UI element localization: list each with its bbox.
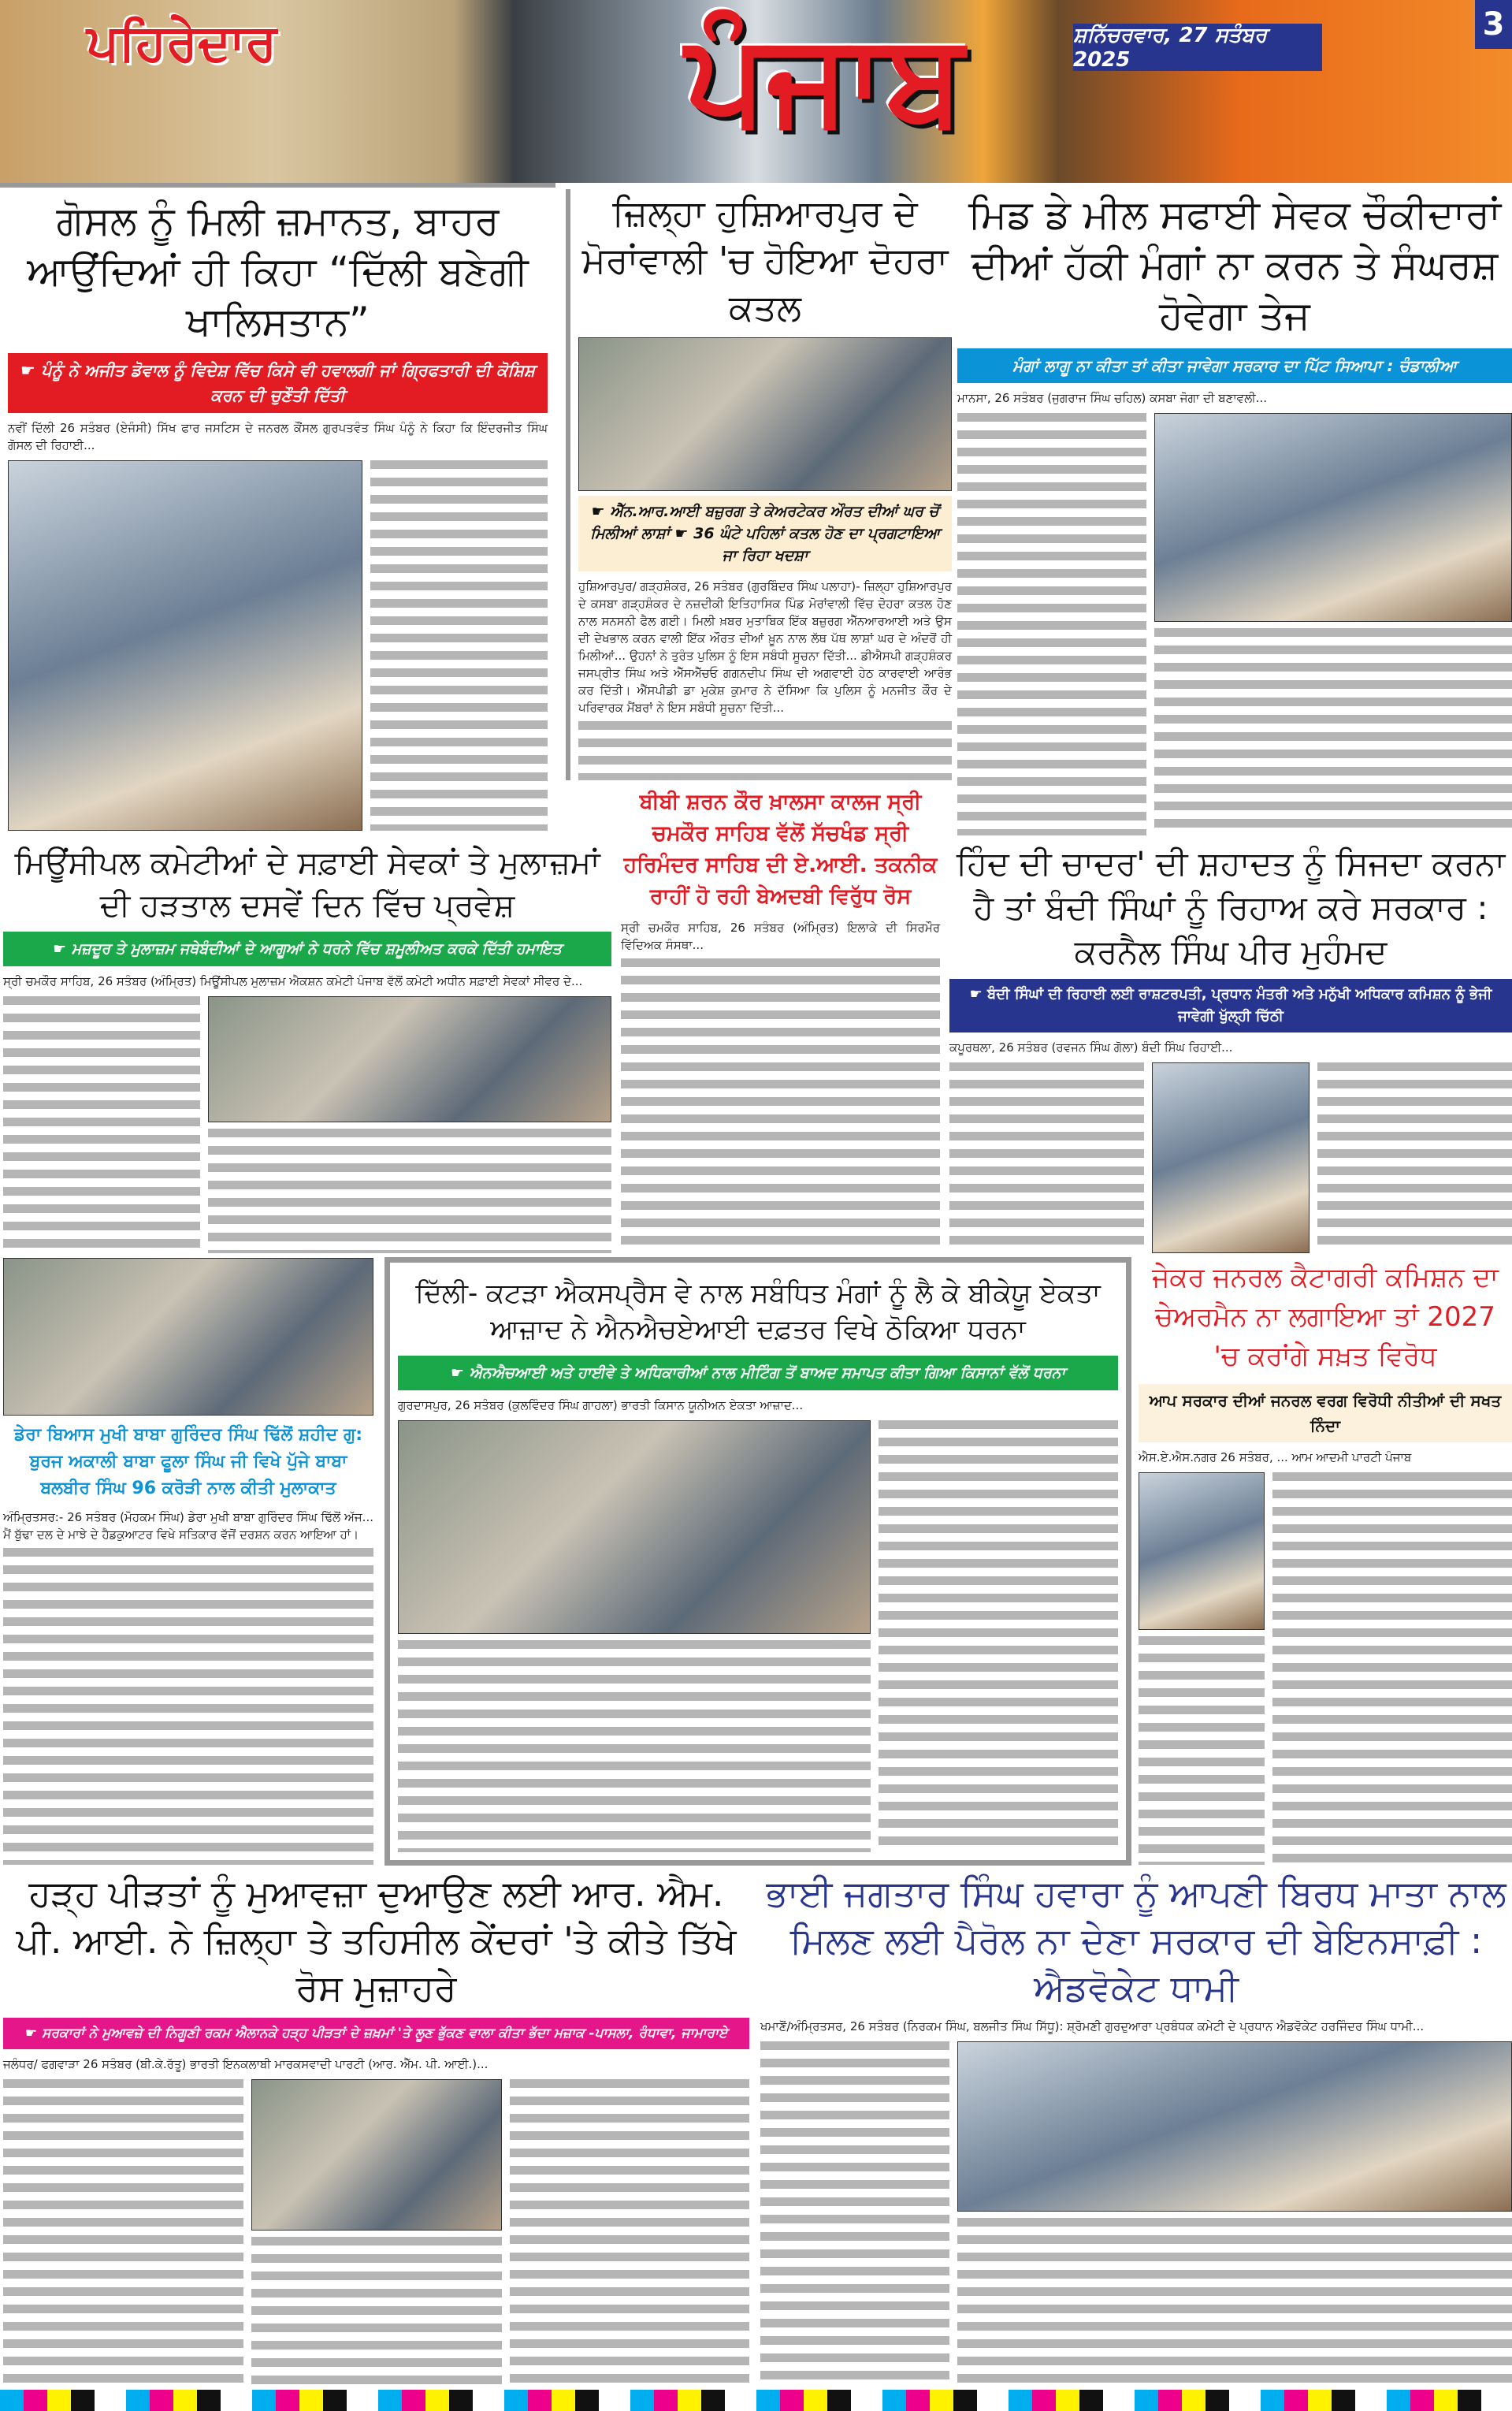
issue-date: ਸ਼ਨਿੱਚਰਵਾਰ, 27 ਸਤੰਬਰ 2025 [1073,24,1322,71]
story-hind-di-chadar [949,842,1512,1253]
headline: ਗੋਸਲ ਨੂੰ ਮਿਲੀ ਜ਼ਮਾਨਤ, ਬਾਹਰ ਆਉਂਦਿਆਂ ਹੀ ਕਿਹਾ “ਦਿੱਲੀ ਬਣੇਗੀ ਖਾਲਿਸਤਾਨ” [27,198,529,344]
photo [578,337,952,491]
photo [251,2079,502,2231]
body-text: ਅੰਮ੍ਰਿਤਸਰ:- 26 ਸਤੰਬਰ (ਮੋਹਕਮ ਸਿੰਘ) ਡੇਰਾ ਮੁਖੀ ਬਾਬਾ ਗੁਰਿੰਦਰ ਸਿੰਘ ਢਿੱਲੋਂ ਅੱਜ... ਮੈਂ ਬੁੱਢਾ ਦਲ ਦੇ ਮਾਝੇ ਦੇ ਹੈਡਕੁਆਟਰ ਵਿਖੇ ਸਤਿਕਾਰ ਵੱਜੋਂ ਦਰਸ਼ਨ ਕਰਨ ਆਇਆ ਹਾਂ। [3,1510,373,1542]
story-gosal-bail [0,183,555,835]
body-text: ਗੁਰਦਾਸਪੁਰ, 26 ਸਤੰਬਰ (ਕੁਲਵਿੰਦਰ ਸਿੰਘ ਗਾਹਲਾ) ਭਾਰਤੀ ਕਿਸਾਨ ਯੂਨੀਅਨ ਏਕਤਾ ਆਜ਼ਾਦ... [398,1398,804,1412]
story-khalsa-college-protest [621,787,940,1253]
body-text: ਮਾਨਸਾ, 26 ਸਤੰਬਰ (ਜੁਗਰਾਜ ਸਿੰਘ ਚਹਿਲ) ਕਸਬਾ ਜੋਗਾ ਦੀ ਬਣਾਵਲੀ... [957,391,1268,405]
subheadline: ☛ ਐਨਐਚਆਈ ਅਤੇ ਹਾਈਵੇ ਤੇ ਅਧਿਕਾਰੀਆਂ ਨਾਲ ਮੀਟਿੰਗ ਤੋਂ ਬਾਅਦ ਸਮਾਪਤ ਕੀਤਾ ਗਿਆ ਕਿਸਾਨਾਂ ਵੱਲੋਂ ਧਰਨਾ [398,1356,1118,1390]
headline: ਹੜ੍ਹ ਪੀੜਤਾਂ ਨੂੰ ਮੁਆਵਜ਼ਾ ਦੁਆਉਣ ਲਈ ਆਰ. ਐਮ. ਪੀ. ਆਈ. ਨੇ ਜ਼ਿਲ੍ਹਾ ਤੇ ਤਹਿਸੀਲ ਕੇਂਦਰਾਂ 'ਤੇ ਕੀਤੇ ਤਿੱਖੇ ਰੋਸ ਮੁਜ਼ਾਹਰੇ [16,1872,737,2009]
photo [398,1420,871,1634]
subheadline: ☛ ਐੱਨ.ਆਰ.ਆਈ ਬਜ਼ੁਰਗ ਤੇ ਕੇਅਰਟੇਕਰ ਔਰਤ ਦੀਆਂ ਘਰ ਚੋਂ ਮਿਲੀਆਂ ਲਾਸ਼ਾਂ ☛ 36 ਘੰਟੇ ਪਹਿਲਾਂ ਕਤਲ ਹੋਣ ਦਾ ਪ੍ਰਗਟਾਇਆ ਜਾ ਰਿਹਾ ਖਦਸ਼ਾ [578,496,952,571]
body-text: ਹੁਸ਼ਿਆਰਪੁਰ/ ਗੜ੍ਹਸ਼ੰਕਰ, 26 ਸਤੰਬਰ (ਗੁਰਬਿੰਦਰ ਸਿੰਘ ਪਲਾਹਾ)- ਜ਼ਿਲ੍ਹਾ ਹੁਸ਼ਿਆਰਪੁਰ ਦੇ ਕਸਬਾ ਗੜ੍ਹਸ਼ੰਕਰ ਦੇ ਨਜ਼ਦੀਕੀ ਇਤਿਹਾਸਿਕ ਪਿੰਡ ਮੋਰਾਂਵਾਲੀ ਵਿੱਚ ਦੋਹਰਾ ਕਤਲ ਹੋਣ ਨਾਲ ਸਨਸਨੀ ਫੈਲ ਗਈ। ਮਿਲੀ ਖ਼ਬਰ ਮੁਤਾਬਿਕ ਇੱਕ ਬਜ਼ੁਰਗ ਐੱਨਆਰਆਈ ਅਤੇ ਉਸ ਦੀ ਦੇਖਭਾਲ ਕਰਨ ਵਾਲੀ ਇੱਕ ਔਰਤ ਦੀਆਂ ਖ਼ੂਨ ਨਾਲ ਲੱਥ ਪੱਥ ਲਾਸ਼ਾਂ ਘਰ ਦੇ ਅੰਦਰੋਂ ਹੀ ਮਿਲੀਆਂ... ਉਹਨਾਂ ਨੇ ਤੁਰੰਤ ਪੁਲਿਸ ਨੂੰ ਇਸ ਸਬੰਧੀ ਸੂਚਨਾ ਦਿੱਤੀ... ਡੀਐਸਪੀ ਗੜ੍ਹਸ਼ੰਕਰ ਜਸਪ੍ਰੀਤ ਸਿੰਘ ਅਤੇ ਐੱਸਐੱਚਓ ਗਗਨਦੀਪ ਸਿੰਘ ਦੀ ਅਗਵਾਈ ਹੇਠ ਕਾਰਵਾਈ ਆਰੰਭ ਕਰ ਦਿੱਤੀ। ਐੱਸਪੀਡੀ ਡਾ ਮੁਕੇਸ਼ ਕੁਮਾਰ ਨੇ ਦੱਸਿਆ ਕਿ ਪੁਲਿਸ ਨੂੰ ਮਨਜੀਤ ਕੌਰ ਦੇ ਪਰਿਵਾਰਕ ਮੈਂਬਰਾਂ ਨੇ ਇਸ ਸਬੰਧੀ ਸੂਚਨਾ ਦਿੱਤੀ... [578,579,952,715]
body-text: ਖਮਾਣੋਂ/ਅੰਮ੍ਰਿਤਸਰ, 26 ਸਤੰਬਰ (ਨਿਰਕਮ ਸਿੰਘ, ਬਲਜੀਤ ਸਿੰਘ ਸਿੱਧੂ): ਸ਼੍ਰੋਮਣੀ ਗੁਰਦੁਆਰਾ ਪ੍ਰਬੰਧਕ ਕਮੇਟੀ ਦੇ ਪ੍ਰਧਾਨ ਐਡਵੋਕੇਟ ਹਰਜਿੰਦਰ ਸਿੰਘ ਧਾਮੀ... [760,2019,1425,2033]
headline: ਜੇਕਰ ਜਨਰਲ ਕੈਟਾਗਰੀ ਕਮਿਸ਼ਨ ਦਾ ਚੇਅਰਮੈਨ ਨਾ ਲਗਾਇਆ ਤਾਂ 2027 'ਚ ਕਰਾਂਗੇ ਸਖ਼ਤ ਵਿਰੋਧ [1152,1262,1499,1372]
headline: ਭਾਈ ਜਗਤਾਰ ਸਿੰਘ ਹਵਾਰਾ ਨੂੰ ਆਪਣੀ ਬਿਰਧ ਮਾਤਾ ਨਾਲ ਮਿਲਣ ਲਈ ਪੈਰੋਲ ਨਾ ਦੇਣਾ ਸਰਕਾਰ ਦੀ ਬੇਇਨਸਾਫ਼ੀ : ਐਡਵੋਕੇਟ ਧਾਮੀ [766,1872,1506,2009]
story-hoshiarpur-murder [566,189,952,780]
print-registration-strip [0,2390,1512,2411]
body-text: ਕਪੂਰਥਲਾ, 26 ਸਤੰਬਰ (ਰਵਜਨ ਸਿੰਘ ਗੋਲਾ) ਬੰਦੀ ਸਿੰਘ ਰਿਹਾਈ... [949,1040,1233,1055]
headline: ਹਿੰਦ ਦੀ ਚਾਦਰ' ਦੀ ਸ਼ਹਾਦਤ ਨੂੰ ਸਿਜਦਾ ਕਰਨਾ ਹੈ ਤਾਂ ਬੰਦੀ ਸਿੰਘਾਂ ਨੂੰ ਰਿਹਾਅ ਕਰੇ ਸਰਕਾਰ : ਕਰਨੈਲ ਸਿੰਘ ਪੀਰ ਮੁਹੰਮਦ [956,844,1506,971]
body-text: ਸ੍ਰੀ ਚਮਕੌਰ ਸਾਹਿਬ, 26 ਸਤੰਬਰ (ਅੰਮ੍ਰਿਤ) ਮਿਊਂਸੀਪਲ ਮੁਲਾਜ਼ਮ ਐਕਸ਼ਨ ਕਮੇਟੀ ਪੰਜਾਬ ਵੱਲੋਂ ਕਮੇਟੀ ਅਧੀਨ ਸਫ਼ਾਈ ਸੇਵਕਾਂ ਸੀਵਰ ਦੇ... [3,974,583,988]
subheadline: ☛ ਬੰਦੀ ਸਿੰਘਾਂ ਦੀ ਰਿਹਾਈ ਲਈ ਰਾਸ਼ਟਰਪਤੀ, ਪ੍ਰਧਾਨ ਮੰਤਰੀ ਅਤੇ ਮਨੁੱਖੀ ਅਧਿਕਾਰ ਕਮਿਸ਼ਨ ਨੂੰ ਭੇਜੀ ਜਾਵੇਗੀ ਖੁੱਲ੍ਹੀ ਚਿੱਠੀ [949,979,1512,1032]
story-municipal-strike [0,842,615,1253]
story-dera-beas [0,1258,377,1865]
photo [1154,413,1512,622]
body-text: ਐਸ.ਏ.ਐਸ.ਨਗਰ 26 ਸਤੰਬਰ, ... ਆਮ ਆਦਮੀ ਪਾਰਟੀ ਪੰਜਾਬ [1139,1450,1412,1464]
subheadline: ਆਪ ਸਰਕਾਰ ਦੀਆਂ ਜਨਰਲ ਵਰਗ ਵਿਰੋਧੀ ਨੀਤੀਆਂ ਦੀ ਸਖਤ ਨਿੰਦਾ [1139,1384,1512,1442]
headline: ਮਿਡ ਡੇ ਮੀਲ ਸਫਾਈ ਸੇਵਕ ਚੌਕੀਦਾਰਾਂ ਦੀਆਂ ਹੱਕੀ ਮੰਗਾਂ ਨਾ ਕਰਨ ਤੇ ਸੰਘਰਸ਼ ਹੋਵੇਗਾ ਤੇਜ [968,192,1501,338]
headline: ਜ਼ਿਲ੍ਹਾ ਹੁਸ਼ਿਆਰਪੁਰ ਦੇ ਮੋਰਾਂਵਾਲੀ 'ਚ ਹੋਇਆ ਦੋਹਰਾ ਕਤਲ [581,192,949,329]
headline: ਮਿਊਂਸੀਪਲ ਕਮੇਟੀਆਂ ਦੇ ਸਫ਼ਾਈ ਸੇਵਕਾਂ ਤੇ ਮੁਲਾਜ਼ਮਾਂ ਦੀ ਹੜਤਾਲ ਦਸਵੇਂ ਦਿਨ ਵਿੱਚ ਪ੍ਰਵੇਸ਼ [14,845,600,924]
photo [1139,1472,1265,1630]
photo [957,2041,1512,2212]
headline: ਦਿੱਲੀ- ਕਟੜਾ ਐਕਸਪ੍ਰੈਸ ਵੇ ਨਾਲ ਸਬੰਧਿਤ ਮੰਗਾਂ ਨੂੰ ਲੈ ਕੇ ਬੀਕੇਯੂ ਏਕਤਾ ਆਜ਼ਾਦ ਨੇ ਐਨਐਚਏਆਈ ਦਫ਼ਤਰ ਵਿਖੇ ਠੋਕਿਆ ਧਰਨਾ [415,1278,1101,1345]
photo [208,996,611,1122]
subheadline: ਮੰਗਾਂ ਲਾਗੂ ਨਾ ਕੀਤਾ ਤਾਂ ਕੀਤਾ ਜਾਵੇਗਾ ਸਰਕਾਰ ਦਾ ਪਿੱਟ ਸਿਆਪਾ : ਚੰਡਾਲੀਆ [957,348,1512,383]
headline: ਬੀਬੀ ਸ਼ਰਨ ਕੌਰ ਖ਼ਾਲਸਾ ਕਾਲਜ ਸ੍ਰੀ ਚਮਕੌਰ ਸਾਹਿਬ ਵੱਲੋਂ ਸੱਚਖੰਡ ਸ੍ਰੀ ਹਰਿਮੰਦਰ ਸਾਹਿਬ ਦੀ ਏ.ਆਈ. ਤਕਨੀਕ ਰਾਹੀਂ ਹੋ ਰਹੀ ਬੇਅਦਬੀ ਵਿਰੁੱਧ ਰੋਸ [623,790,938,909]
story-delhi-katra-dharna [385,1257,1131,1866]
headline: ਡੇਰਾ ਬਿਆਸ ਮੁਖੀ ਬਾਬਾ ਗੁਰਿੰਦਰ ਸਿੰਘ ਢਿੱਲੋਂ ਸ਼ਹੀਦ ਗੁ: ਬੁਰਜ ਅਕਾਲੀ ਬਾਬਾ ਫੂਲਾ ਸਿੰਘ ਜੀ ਵਿਖੇ ਪੁੱਜੇ ਬਾਬਾ ਬਲਬੀਰ ਸਿੰਘ 96 ਕਰੋੜੀ ਨਾਲ ਕੀਤੀ ਮੁਲਾਕਾਤ [13,1425,363,1498]
story-general-category-commission [1139,1258,1512,1865]
section-title: ਪੰਜਾਬ [685,5,964,152]
photo [1152,1062,1310,1253]
newspaper-logo: ਪਹਿਰੇਦਾਰ [87,14,277,73]
page-number: 3 [1475,0,1512,49]
photo [3,1258,373,1416]
subheadline: ☛ ਸਰਕਾਰਾਂ ਨੇ ਮੁਆਵਜ਼ੇ ਦੀ ਨਿਗੂਣੀ ਰਕਮ ਐਲਾਨਕੇ ਹੜ੍ਹ ਪੀੜਤਾਂ ਦੇ ਜ਼ਖ਼ਮਾਂ 'ਤੇ ਲੂਣ ਭੁੱਕਣ ਵਾਲਾ ਕੀਤਾ ਭੱਦਾ ਮਜ਼ਾਕ -ਪਾਸਲਾ, ਰੰਧਾਵਾ, ਜਾਮਾਰਾਏ [3,2018,749,2049]
subheadline: ☛ ਪੰਨੂੰ ਨੇ ਅਜੀਤ ਡੋਵਾਲ ਨੂੰ ਵਿਦੇਸ਼ ਵਿੱਚ ਕਿਸੇ ਵੀ ਹਵਾਲਗੀ ਜਾਂ ਗ੍ਰਿਫਤਾਰੀ ਦੀ ਕੋਸ਼ਿਸ਼ ਕਰਨ ਦੀ ਚੁਣੌਤੀ ਦਿੱਤੀ [8,353,548,413]
story-hawara-parole [760,1870,1512,2387]
photo [8,460,362,831]
story-flood-compensation [0,1870,752,2387]
story-mid-day-meal [957,189,1512,835]
body-text: ਜਲੰਧਰ/ ਫਗਵਾੜਾ 26 ਸਤੰਬਰ (ਬੀ.ਕੇ.ਰੱਤੂ) ਭਾਰਤੀ ਇਨਕਲਾਬੀ ਮਾਰਕਸਵਾਦੀ ਪਾਰਟੀ (ਆਰ. ਐੱਮ. ਪੀ. ਆਈ.)... [3,2057,489,2071]
body-text: ਨਵੀਂ ਦਿੱਲੀ 26 ਸਤੰਬਰ (ਏਜੰਸੀ) ਸਿੱਖ ਫਾਰ ਜਸਟਿਸ ਦੇ ਜਨਰਲ ਕੌਂਸਲ ਗੁਰਪਤਵੰਤ ਸਿੰਘ ਪੰਨੂੰ ਨੇ ਕਿਹਾ ਕਿ ਇੰਦਰਜੀਤ ਸਿੰਘ ਗੋਸਲ ਦੀ ਰਿਹਾਈ... [8,421,548,452]
body-text: ਸ੍ਰੀ ਚਮਕੌਰ ਸਾਹਿਬ, 26 ਸਤੰਬਰ (ਅੰਮ੍ਰਿਤ) ਇਲਾਕੇ ਦੀ ਸਿਰਮੌਰ ਵਿੱਦਿਅਕ ਸੰਸਥਾ... [621,921,940,952]
subheadline: ☛ ਮਜ਼ਦੂਰ ਤੇ ਮੁਲਾਜ਼ਮ ਜਥੇਬੰਦੀਆਂ ਦੇ ਆਗੂਆਂ ਨੇ ਧਰਨੇ ਵਿੱਚ ਸ਼ਮੂਲੀਅਤ ਕਰਕੇ ਦਿੱਤੀ ਹਮਾਇਤ [3,932,611,966]
